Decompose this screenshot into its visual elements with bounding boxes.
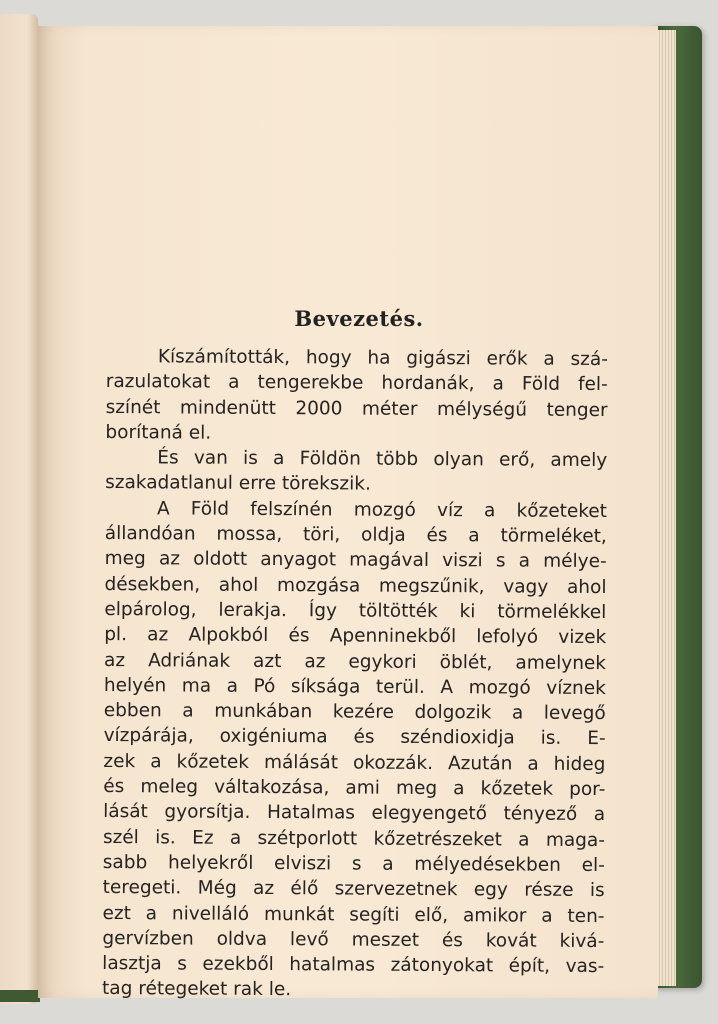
text-line: teregeti. Még az élő szervezetnek egy része is	[102, 877, 605, 902]
text-line: szél is. Ez a szétporlott kőzetrészeket a maga-	[102, 826, 606, 851]
text-line: razulatokat a tengerekbe hordanák, a Föld fel-	[105, 371, 608, 396]
text-line: sabb helyekről elviszi s a mélyedésekben el-	[102, 851, 605, 876]
text-line: szakadatlanul erre törekszik.	[105, 472, 371, 496]
left-cover-edge	[0, 990, 40, 1002]
text-line: gervízben oldva levő meszet és kovát kivá-	[102, 927, 605, 952]
text-line: és meleg váltakozása, ami meg a kőzetek por-	[103, 776, 606, 801]
text-line: vízpárája, oxigéniuma és széndioxidja is. E-	[103, 725, 606, 750]
text-line: állandóan mossa, töri, oldja és a törmeléket,	[104, 523, 607, 548]
text-line: ezt a nivelláló munkát segíti elő, amikor a ten-	[102, 902, 605, 927]
text-line: színét mindenütt 2000 méter mélységű tenger	[105, 396, 608, 421]
text-line: És van is a Földön több olyan erő, amely	[157, 447, 608, 472]
text-line: tag rétegeket rak le.	[101, 978, 292, 1001]
text-line: az Adriának azt az egykori öblét, amelynek	[104, 649, 607, 674]
chapter-title: Bevezetés.	[294, 306, 424, 331]
text-line: borítaná el.	[105, 421, 212, 444]
text-line: elpárolog, lerakja. Így töltötték ki törmelékkel	[104, 598, 607, 624]
text-line: pl. az Alpokból és Apenninekből lefolyó vizek	[104, 624, 607, 649]
text-line: A Föld felszínén mozgó víz a kőzeteket	[156, 498, 608, 522]
left-page-edge	[0, 14, 38, 1004]
text-line: helyén ma a Pó síksága terül. A mozgó víznek	[103, 674, 606, 699]
text-line: meg az oldott anyagot magával viszi s a mélye-	[104, 548, 607, 573]
text-line: lását gyorsítja. Hatalmas elegyengető tényező a	[103, 801, 606, 826]
text-line: lasztja s ezekből hatalmas zátonyokat épít, vas-	[102, 953, 605, 978]
text-line: désekben, ahol mozgása megszűnik, vagy ahol	[104, 573, 607, 598]
text-line: Kíszámították, hogy ha gigászi erők a szá-	[157, 346, 608, 371]
text-line: zek a kőzetek málását okozzák. Azután a hideg	[103, 750, 606, 775]
text-line: ebben a munkában kezére dolgozik a levegő	[103, 700, 606, 725]
body-text	[102, 344, 608, 1005]
